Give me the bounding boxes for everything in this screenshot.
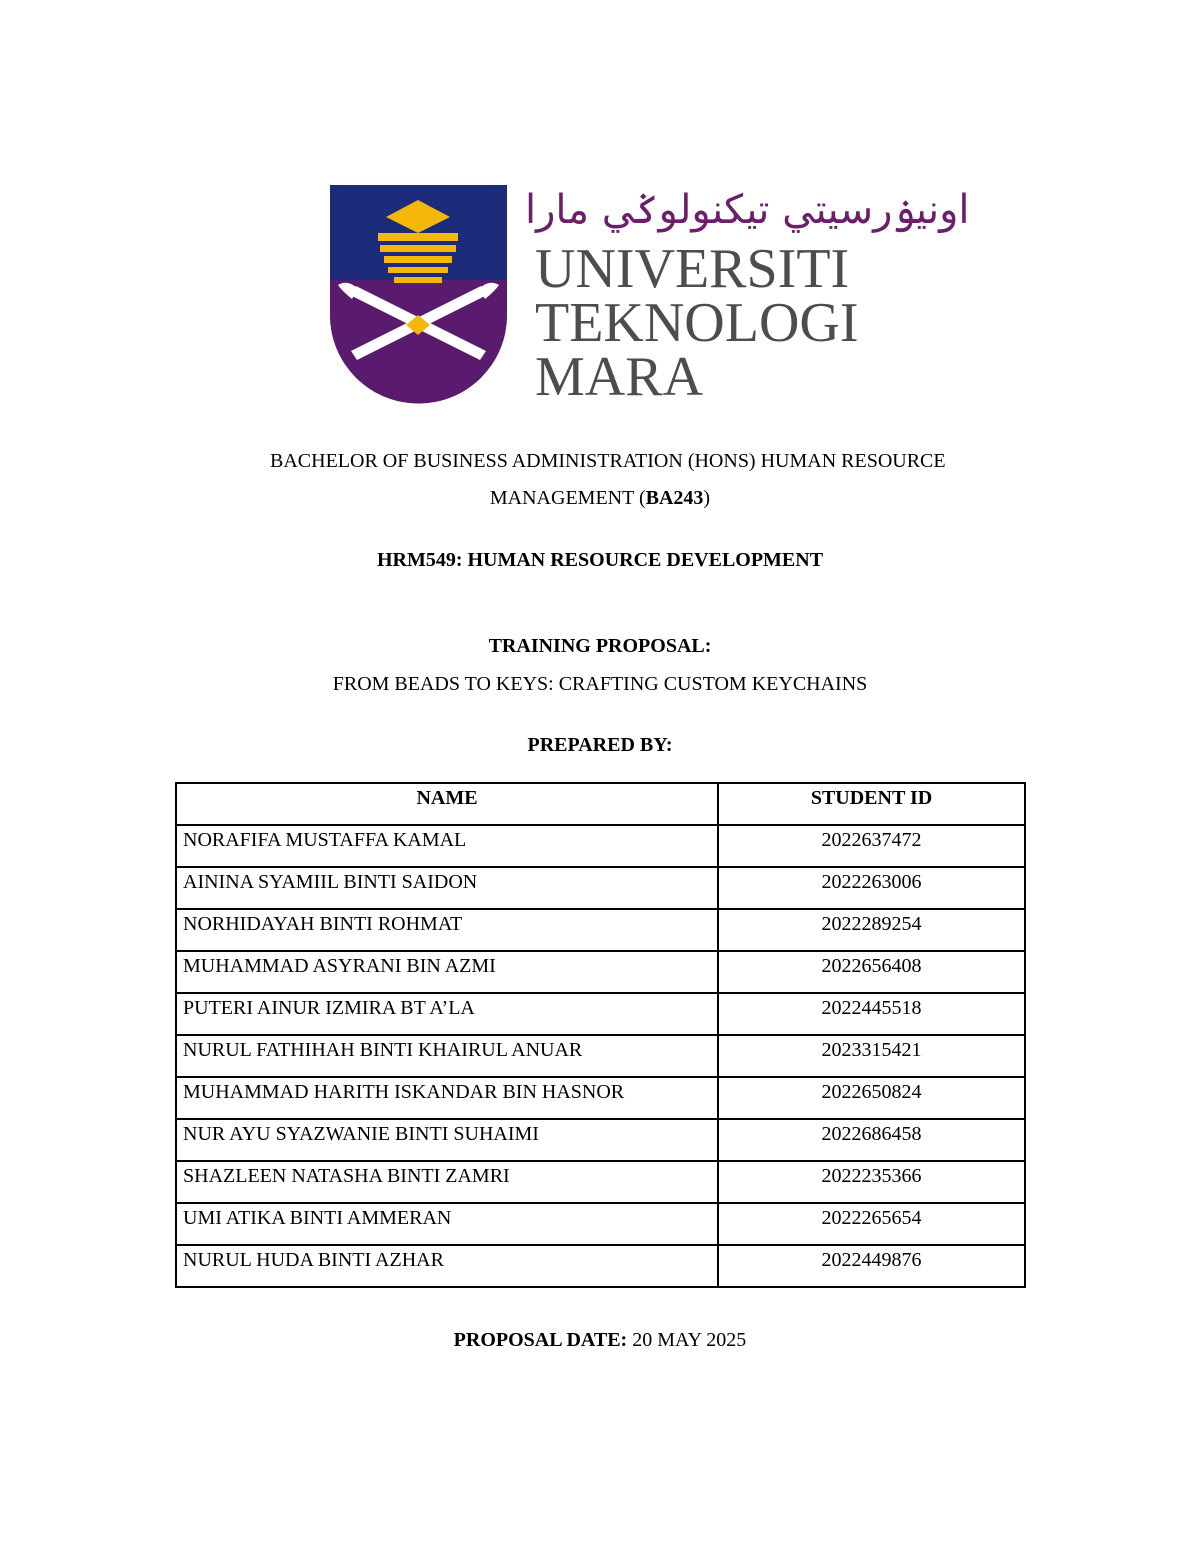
proposal-title: FROM BEADS TO KEYS: CRAFTING CUSTOM KEYCHAINS [332, 673, 868, 695]
table-row [176, 1077, 1025, 1119]
member-student-id: 2022637472 [718, 825, 1025, 867]
member-student-id: 2022263006 [718, 867, 1025, 909]
member-student-id: 2022235366 [718, 1161, 1025, 1203]
table-row [176, 1245, 1025, 1287]
member-name: MUHAMMAD ASYRANI BIN AZMI [176, 951, 718, 993]
header-name: NAME [176, 783, 718, 825]
member-name: UMI ATIKA BINTI AMMERAN [176, 1203, 718, 1245]
table-row [176, 1203, 1025, 1245]
logo-jawi-text: اونيۏرسيتي تيكنولوݢي مارا [525, 187, 970, 233]
table-header-row [176, 783, 1025, 825]
table-row [176, 867, 1025, 909]
member-student-id: 2022445518 [718, 993, 1025, 1035]
table-row [176, 1035, 1025, 1077]
logo-line-mara: MARA [535, 346, 704, 408]
member-name: AININA SYAMIIL BINTI SAIDON [176, 867, 718, 909]
table-row [176, 993, 1025, 1035]
member-student-id: 2022265654 [718, 1203, 1025, 1245]
table-row [176, 951, 1025, 993]
members-table [175, 782, 1026, 1288]
member-student-id: 2022686458 [718, 1119, 1025, 1161]
member-name: PUTERI AINUR IZMIRA BT A’LA [176, 993, 718, 1035]
member-name: NUR AYU SYAZWANIE BINTI SUHAIMI [176, 1119, 718, 1161]
member-student-id: 2022449876 [718, 1245, 1025, 1287]
member-name: NORHIDAYAH BINTI ROHMAT [176, 909, 718, 951]
member-name: NURUL FATHIHAH BINTI KHAIRUL ANUAR [176, 1035, 718, 1077]
member-name: MUHAMMAD HARITH ISKANDAR BIN HASNOR [176, 1077, 718, 1119]
proposal-heading: TRAINING PROPOSAL: [488, 635, 712, 657]
table-row [176, 1161, 1025, 1203]
proposal-date-label: PROPOSAL DATE: [453, 1329, 628, 1351]
logo-line-teknologi: TEKNOLOGI [535, 292, 859, 354]
programme-prefix: MANAGEMENT ( [489, 487, 646, 509]
table-row [176, 1119, 1025, 1161]
table-row [176, 825, 1025, 867]
course-title: HRM549: HUMAN RESOURCE DEVELOPMENT [376, 549, 824, 571]
member-student-id: 2022650824 [718, 1077, 1025, 1119]
header-student-id: STUDENT ID [718, 783, 1025, 825]
programme-line-2 [0, 487, 1200, 510]
member-name: NORAFIFA MUSTAFFA KAMAL [176, 825, 718, 867]
proposal-date-value: 20 MAY 2025 [632, 1329, 747, 1351]
programme-code: BA243 [645, 487, 704, 509]
uitm-logo [330, 145, 970, 440]
member-student-id: 2022656408 [718, 951, 1025, 993]
table-row [176, 909, 1025, 951]
member-name: NURUL HUDA BINTI AZHAR [176, 1245, 718, 1287]
proposal-date [0, 1329, 1200, 1352]
programme-line-1: BACHELOR OF BUSINESS ADMINISTRATION (HONS) HUMAN RESOURCE [270, 450, 946, 472]
prepared-by-heading: PREPARED BY: [527, 734, 673, 756]
programme-suffix: ) [703, 487, 711, 509]
member-student-id: 2022289254 [718, 909, 1025, 951]
uitm-crest-icon [330, 185, 507, 404]
member-student-id: 2023315421 [718, 1035, 1025, 1077]
member-name: SHAZLEEN NATASHA BINTI ZAMRI [176, 1161, 718, 1203]
logo-line-universiti: UNIVERSITI [535, 238, 850, 300]
